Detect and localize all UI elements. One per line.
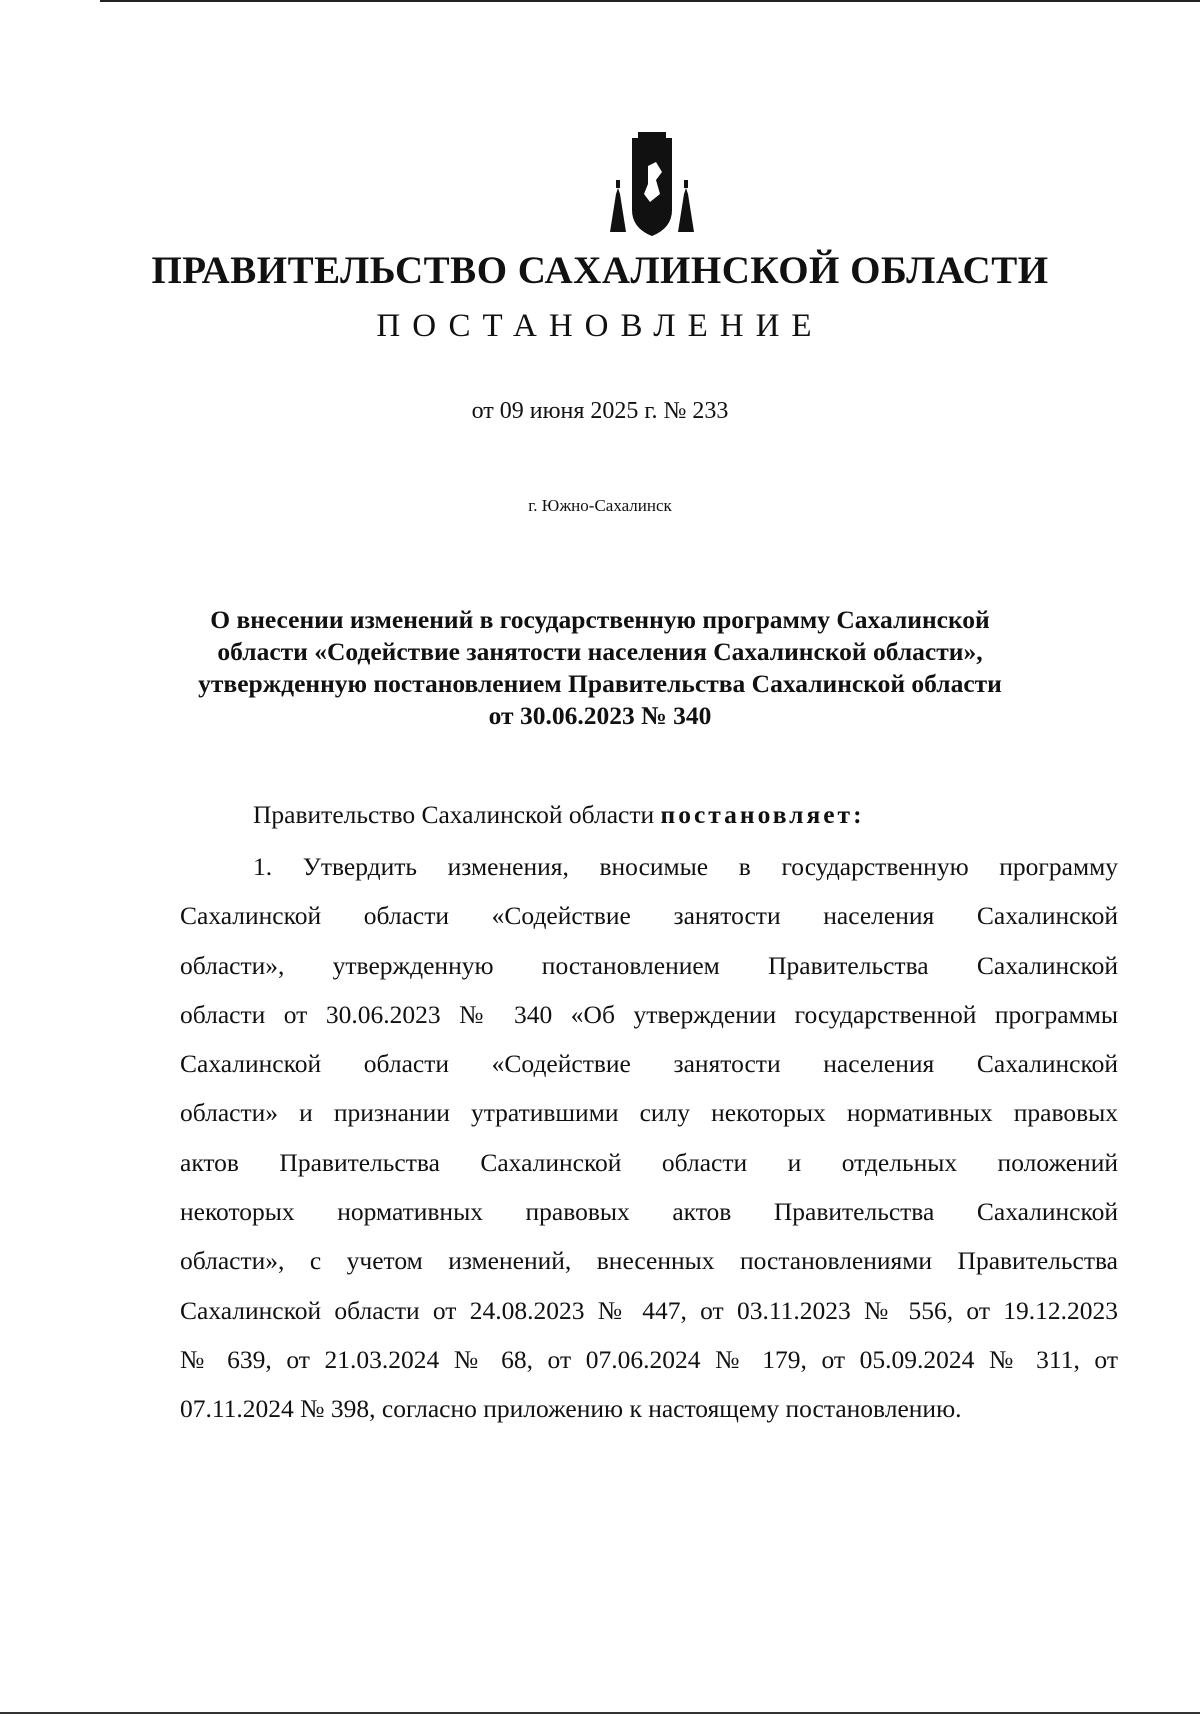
document-type: ПОСТАНОВЛЕНИЕ [376,308,824,344]
preamble-text: Правительство Сахалинской области [253,800,661,829]
paragraph-line: Сахалинской области «Содействие занятости населения Сахалинской [180,1049,1118,1079]
preamble [253,800,865,830]
subject-line: от 30.06.2023 № 340 [488,701,712,730]
coat-of-arms-icon [604,132,700,238]
paragraph-line: актов Правительства Сахалинской области и отдельных положений [180,1147,1118,1177]
subject-line: О внесении изменений в государственную программу Сахалинской [210,605,990,634]
paragraph-line: 1. Утвердить изменения, вносимые в государственную программу [253,852,1118,881]
document-subject [180,604,1020,732]
paragraph-line: Сахалинской области от 24.08.2023 № 447, от 03.11.2023 № 556, от 19.12.2023 [180,1295,1118,1325]
scan-edge-bottom [0,1712,1200,1714]
paragraph-line: 07.11.2024 № 398, согласно приложению к настоящему постановлению. [180,1394,962,1424]
paragraph-line: некоторых нормативных правовых актов Правительства Сахалинской [180,1197,1118,1227]
preamble-keyword: постановляет: [660,800,865,829]
subject-line: области «Содействие занятости населения Сахалинской области», [217,637,983,666]
paragraph-line: области» и признании утратившими силу некоторых нормативных правовых [180,1098,1118,1128]
paragraph-line: Сахалинской области «Содействие занятости населения Сахалинской [180,901,1118,931]
paragraph-line: области», с учетом изменений, внесенных постановлениями Правительства [180,1246,1118,1276]
paragraph-line: № 639, от 21.03.2024 № 68, от 07.06.2024 № 179, от 05.09.2024 № 311, от [180,1344,1118,1374]
paragraph-1 [180,850,1118,1442]
document-city: г. Южно-Сахалинск [528,496,672,515]
subject-line: утвержденную постановлением Правительства Сахалинской области [198,669,1002,698]
paragraph-line: области», утвержденную постановлением Правительства Сахалинской [180,950,1118,980]
document-date-number: от 09 июня 2025 г. № 233 [471,398,729,424]
paragraph-line: области от 30.06.2023 № 340 «Об утверждении государственной программы [180,999,1118,1029]
organization-title: ПРАВИТЕЛЬСТВО САХАЛИНСКОЙ ОБЛАСТИ [151,249,1049,292]
scan-edge-top [100,0,1200,2]
